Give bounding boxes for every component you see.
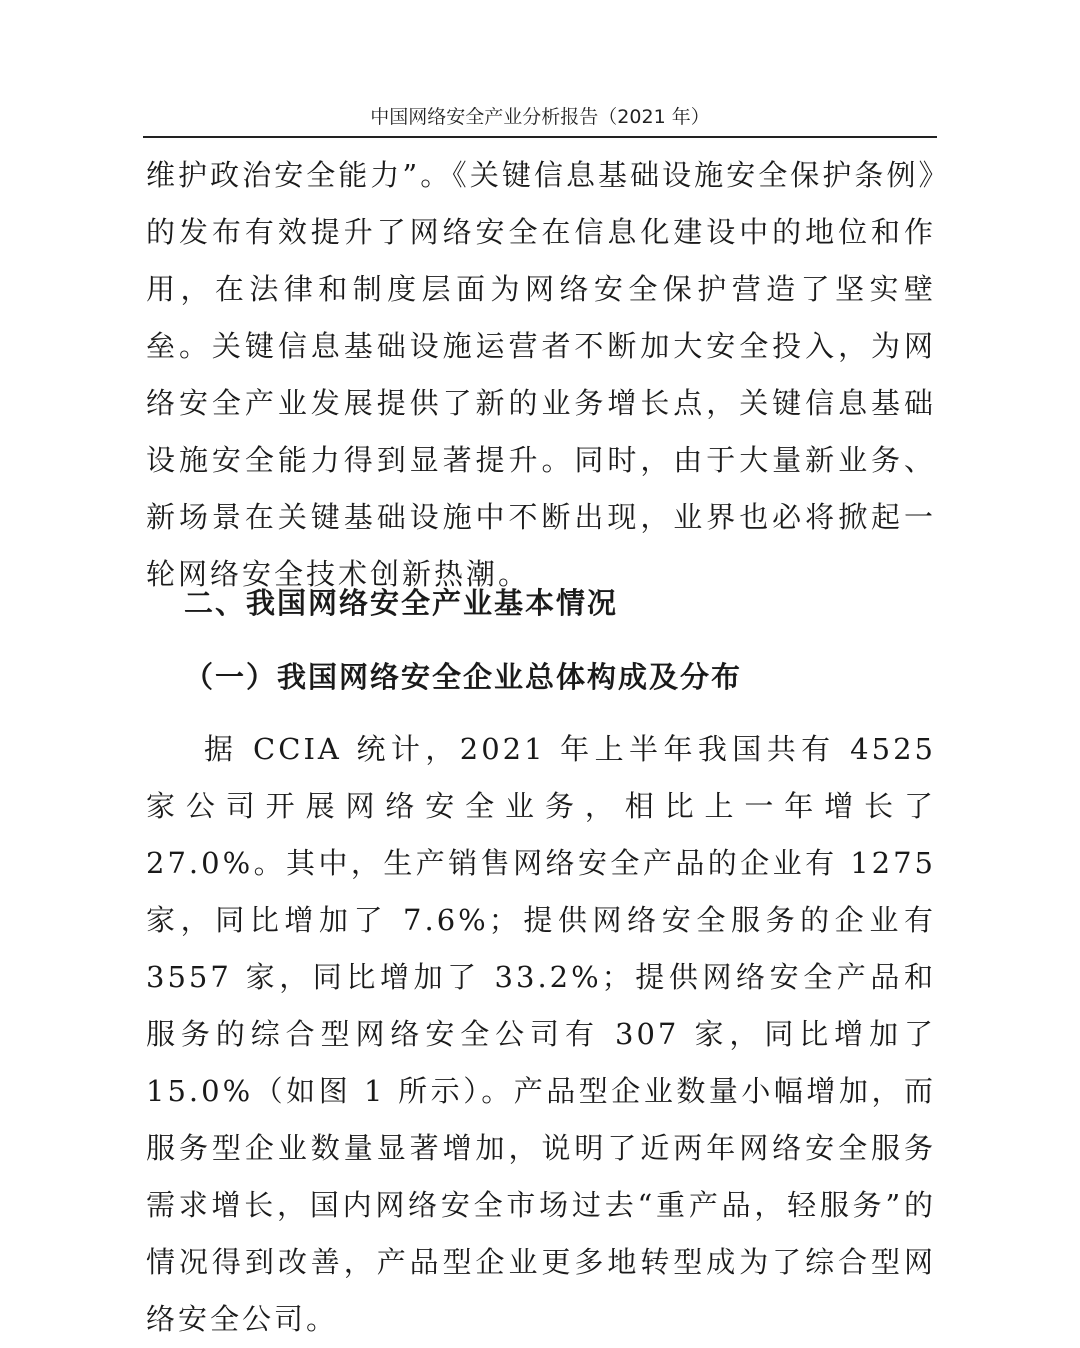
- body-text-block-1: [146, 147, 936, 603]
- header-divider: [143, 136, 937, 138]
- body-text-block-2: [146, 721, 936, 1348]
- paragraph-1: 维护政治安全能力”。《关键信息基础设施安全保护条例》的发布有效提升了网络安全在信息化建设中的地位和作用，在法律和制度层面为网络安全保护营造了坚实壁垒。关键信息基础设施运营者不断加大安全投入，为网络安全产业发展提供了新的业务增长点，关键信息基础设施安全能力得到显著提升。同时，由于大量新业务、新场景在关键基础设施中不断出现，业界也必将掀起一轮网络安全技术创新热潮。: [146, 158, 936, 591]
- page-header-title: 中国网络安全产业分析报告（2021 年）: [370, 106, 710, 128]
- paragraph-2: 据 CCIA 统计，2021 年上半年我国共有 4525 家公司开展网络安全业务，相比上一年增长了 27.0%。其中，生产销售网络安全产品的企业有 1275 家，同比增加了 7.6%；提供网络安全服务的企业有 3557 家，同比增加了 33.2%；提供网络安全产品和服务的综合型网络安全公司有 307 家，同比增加了 15.0%（如图 1 所示）。产品型企业数量小幅增加，而服务型企业数量显著增加，说明了近两年网络安全服务需求增长，国内网络安全市场过去“重产品，轻服务”的情况得到改善，产品型企业更多地转型成为了综合型网络安全公司。: [146, 732, 936, 1336]
- subsection-heading: （一）我国网络安全企业总体构成及分布: [184, 660, 743, 694]
- section-heading: 二、我国网络安全产业基本情况: [184, 586, 619, 620]
